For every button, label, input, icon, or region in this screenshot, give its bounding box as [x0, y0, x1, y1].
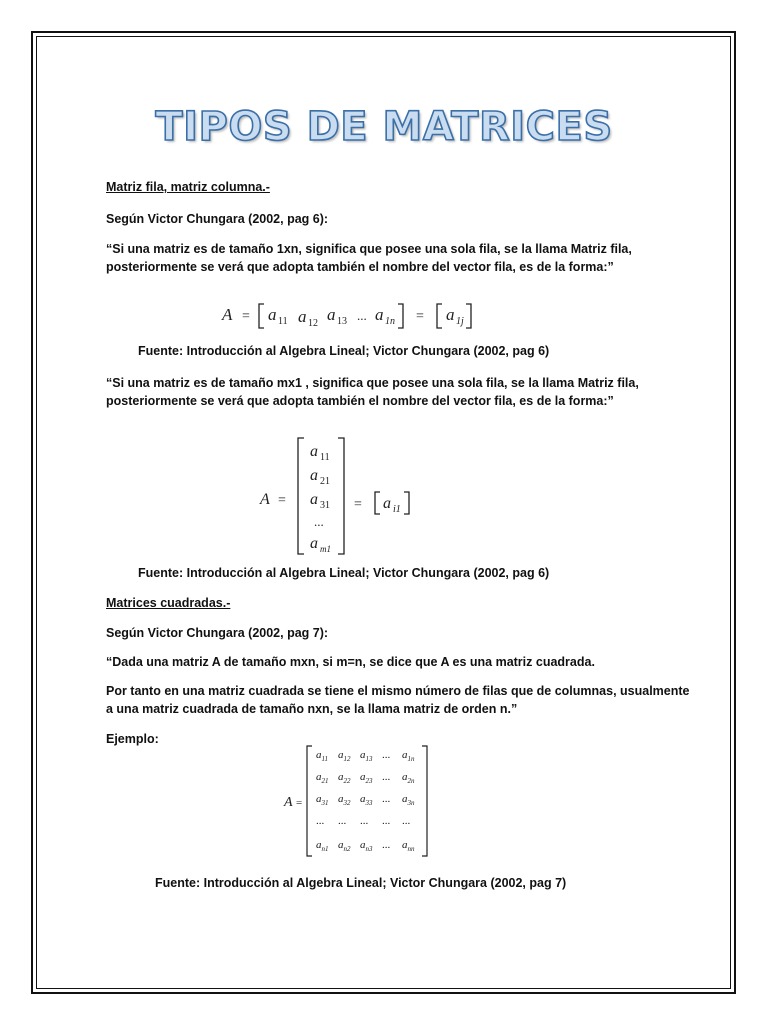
svg-text:=: = — [242, 309, 250, 324]
svg-text:...: ... — [357, 308, 367, 323]
quote2-line1: “Si una matriz es de tamaño mx1 , significa que posee una sola fila, se la llama Matriz fila, — [106, 376, 639, 390]
quote2-line2: posteriormente se verá que adopta también el nombre del vector fila, es de la forma:” — [106, 394, 614, 408]
svg-text:a: a — [310, 535, 318, 552]
column-vector-formula — [258, 434, 428, 558]
svg-text:a: a — [375, 305, 384, 324]
matrix-cell: ... — [316, 815, 325, 827]
row-vector-formula — [218, 298, 498, 334]
svg-text:a: a — [327, 305, 336, 324]
svg-text:=: = — [354, 497, 362, 512]
svg-text:13: 13 — [337, 316, 347, 327]
svg-text:21: 21 — [320, 476, 330, 487]
source-caption-1: Fuente: Introducción al Algebra Lineal; Victor Chungara (2002, pag 6) — [138, 344, 550, 358]
example-label: Ejemplo: — [106, 732, 159, 746]
matrix-cell: $a_{11}$ — [316, 749, 328, 763]
quote3-line3: a una matriz cuadrada de tamaño nxn, se la llama matriz de orden n.” — [106, 702, 518, 716]
matrix-cell: $a_{33}$ — [360, 793, 373, 807]
matrix-cell: ... — [382, 749, 391, 761]
svg-text:m1: m1 — [320, 544, 331, 554]
svg-text:i1: i1 — [393, 504, 401, 515]
svg-text:=: = — [296, 797, 303, 809]
svg-text:11: 11 — [320, 452, 330, 463]
svg-text:12: 12 — [308, 318, 318, 329]
matrix-cell: $a_{31}$ — [316, 793, 329, 807]
svg-text:a: a — [310, 467, 318, 484]
square-matrix-formula — [282, 742, 442, 860]
matrix-cell: ... — [382, 815, 391, 827]
svg-text:a: a — [383, 495, 391, 512]
section-heading-cuadradas: Matrices cuadradas.- — [106, 596, 231, 610]
source-caption-3: Fuente: Introducción al Algebra Lineal; Victor Chungara (2002, pag 7) — [155, 876, 567, 890]
svg-text:=: = — [278, 493, 286, 508]
matrix-cell: $a_{nn}$ — [402, 839, 415, 853]
matrix-cell: $a_{23}$ — [360, 771, 373, 785]
svg-text:...: ... — [314, 514, 324, 529]
matrix-cell: $a_{n3}$ — [360, 839, 373, 853]
matrix-cell: $a_{2n}$ — [402, 771, 415, 785]
matrix-cell: ... — [360, 815, 369, 827]
citation-line-2: Según Victor Chungara (2002, pag 7): — [106, 626, 329, 640]
svg-text:1j: 1j — [456, 316, 464, 327]
matrix-cell: $a_{22}$ — [338, 771, 351, 785]
svg-text:31: 31 — [320, 500, 330, 511]
matrix-cell: $a_{1n}$ — [402, 749, 415, 763]
quote3-line2: Por tanto en una matriz cuadrada se tiene el mismo número de filas que de columnas, usualmente — [106, 684, 690, 698]
matrix-cell: $a_{3n}$ — [402, 793, 415, 807]
quote1-line2: posteriormente se verá que adopta también el nombre del vector fila, es de la forma:” — [106, 260, 614, 274]
matrix-cell: ... — [402, 815, 411, 827]
svg-text:a: a — [268, 305, 277, 324]
svg-text:a: a — [310, 443, 318, 460]
formula-lhs: A — [222, 305, 233, 324]
svg-text:1n: 1n — [385, 316, 395, 327]
matrix-cell: ... — [382, 793, 391, 805]
matrix-cell: $a_{13}$ — [360, 749, 373, 763]
matrix-cell: $a_{12}$ — [338, 749, 351, 763]
matrix-cell: ... — [382, 839, 391, 851]
quote1-line1: “Si una matriz es de tamaño 1xn, significa que posee una sola fila, se la llama Matriz fila, — [106, 242, 632, 256]
matrix-cell: $a_{n1}$ — [316, 839, 329, 853]
svg-text:a: a — [310, 491, 318, 508]
svg-text:=: = — [416, 309, 424, 324]
svg-text:a: a — [298, 307, 307, 326]
svg-text:A: A — [260, 491, 270, 508]
svg-text:11: 11 — [278, 316, 288, 327]
matrix-cell: $a_{21}$ — [316, 771, 329, 785]
svg-text:A: A — [284, 795, 293, 810]
matrix-cell: ... — [338, 815, 347, 827]
section-heading-fila-columna: Matriz fila, matriz columna.- — [106, 180, 270, 194]
matrix-cell: $a_{32}$ — [338, 793, 351, 807]
quote3-line1: “Dada una matriz A de tamaño mxn, si m=n, se dice que A es una matriz cuadrada. — [106, 655, 595, 669]
citation-line: Según Victor Chungara (2002, pag 6): — [106, 212, 329, 226]
page-title: TIPOS DE MATRICES — [155, 104, 613, 150]
svg-text:a: a — [446, 305, 455, 324]
source-caption-2: Fuente: Introducción al Algebra Lineal; Victor Chungara (2002, pag 6) — [138, 566, 550, 580]
matrix-cell: ... — [382, 771, 391, 783]
matrix-cell: $a_{n2}$ — [338, 839, 351, 853]
